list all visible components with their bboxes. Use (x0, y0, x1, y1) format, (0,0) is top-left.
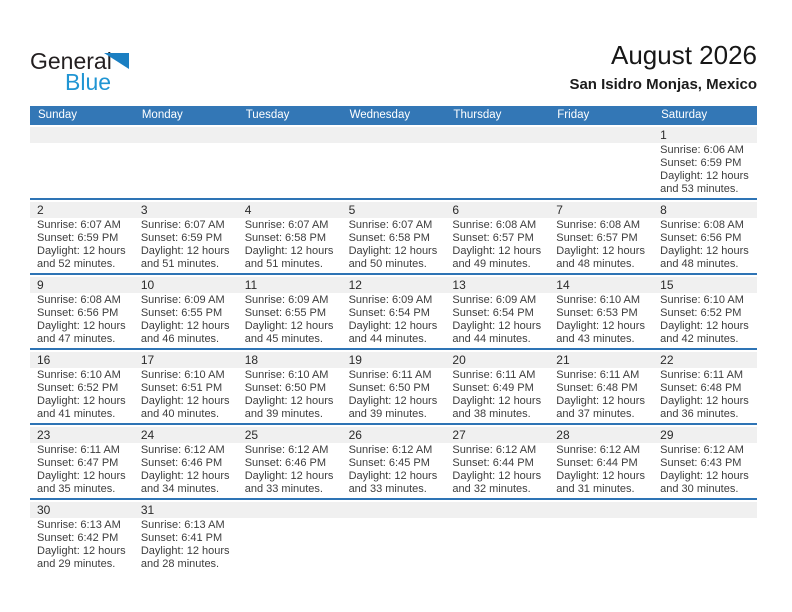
daylight-minutes-text: and 31 minutes. (556, 483, 635, 495)
sunset-text: Sunset: 6:51 PM (140, 382, 223, 394)
day-number-cell (134, 127, 238, 143)
day-number-cell (30, 127, 134, 143)
sunset-text: Sunset: 6:58 PM (348, 232, 430, 244)
day-cell (445, 218, 549, 273)
day-number-cell: 4 (244, 203, 252, 217)
sunrise-text: Sunrise: 6:07 AM (244, 219, 329, 231)
daylight-minutes-text: and 53 minutes. (660, 183, 739, 195)
day-number-cell (238, 127, 342, 143)
sunset-text: Sunset: 6:50 PM (244, 382, 327, 394)
sunrise-text: Sunrise: 6:08 AM (452, 219, 537, 231)
day-number-cell: 9 (37, 278, 44, 292)
day-number-cell: 19 (348, 353, 362, 367)
day-cell (549, 518, 653, 573)
weekday-friday: Friday (557, 109, 590, 121)
daylight-text: Daylight: 12 hours (140, 395, 230, 407)
day-cell (653, 443, 757, 498)
daylight-text: Daylight: 12 hours (556, 320, 645, 332)
sunset-text: Sunset: 6:54 PM (348, 307, 430, 319)
daylight-text: Daylight: 12 hours (37, 320, 126, 332)
sunset-text: Sunset: 6:57 PM (452, 232, 534, 244)
daylight-minutes-text: and 41 minutes. (37, 408, 116, 420)
sunset-text: Sunset: 6:59 PM (140, 232, 223, 244)
day-number-cell: 28 (556, 428, 570, 442)
sunrise-text: Sunrise: 6:10 AM (660, 294, 744, 306)
daylight-minutes-text: and 34 minutes. (140, 483, 220, 495)
daylight-text: Daylight: 12 hours (660, 470, 749, 482)
sunset-text: Sunset: 6:48 PM (556, 382, 638, 394)
day-cell (445, 368, 549, 423)
day-number-cell: 13 (452, 278, 466, 292)
sunrise-text: Sunrise: 6:12 AM (348, 444, 433, 456)
day-cell (30, 218, 134, 273)
day-cell (238, 368, 342, 423)
day-cell (238, 443, 342, 498)
day-details-strip (30, 293, 757, 348)
daylight-minutes-text: and 52 minutes. (37, 258, 116, 270)
day-cell (653, 218, 757, 273)
daylight-text: Daylight: 12 hours (660, 395, 749, 407)
sunrise-text: Sunrise: 6:12 AM (452, 444, 537, 456)
sunrise-text: Sunrise: 6:11 AM (37, 444, 120, 456)
day-number-cell: 31 (140, 503, 155, 517)
daylight-minutes-text: and 28 minutes. (140, 558, 220, 570)
day-number-cell: 3 (140, 203, 148, 217)
day-number-strip (30, 502, 757, 518)
sunrise-text: Sunrise: 6:12 AM (660, 444, 744, 456)
sunset-text: Sunset: 6:47 PM (37, 457, 119, 469)
daylight-minutes-text: and 46 minutes. (140, 333, 220, 345)
sunrise-text: Sunrise: 6:09 AM (140, 294, 225, 306)
day-number-cell (342, 502, 446, 518)
day-cell (30, 518, 134, 573)
daylight-minutes-text: and 40 minutes. (140, 408, 220, 420)
day-cell (238, 518, 342, 573)
day-cell (342, 443, 446, 498)
sunset-text: Sunset: 6:42 PM (37, 532, 119, 544)
day-number-cell: 24 (140, 428, 155, 442)
daylight-text: Daylight: 12 hours (452, 320, 542, 332)
daylight-text: Daylight: 12 hours (140, 545, 230, 557)
day-cell (653, 518, 757, 573)
location-subtitle: San Isidro Monjas, Mexico (569, 76, 757, 93)
sunset-text: Sunset: 6:57 PM (556, 232, 638, 244)
sunset-text: Sunset: 6:44 PM (452, 457, 534, 469)
week-row (30, 423, 757, 498)
week-row (30, 498, 757, 573)
daylight-text: Daylight: 12 hours (348, 470, 438, 482)
sunrise-text: Sunrise: 6:12 AM (556, 444, 641, 456)
sunset-text: Sunset: 6:55 PM (140, 307, 223, 319)
daylight-text: Daylight: 12 hours (140, 470, 230, 482)
daylight-text: Daylight: 12 hours (556, 245, 645, 257)
day-cell (549, 143, 653, 198)
daylight-text: Daylight: 12 hours (556, 395, 645, 407)
sunset-text: Sunset: 6:46 PM (244, 457, 327, 469)
week-row (30, 273, 757, 348)
day-number-cell: 25 (244, 428, 259, 442)
daylight-minutes-text: and 29 minutes. (37, 558, 116, 570)
daylight-minutes-text: and 30 minutes. (660, 483, 739, 495)
day-cell (549, 368, 653, 423)
day-number-cell: 17 (140, 353, 155, 367)
sunset-text: Sunset: 6:45 PM (348, 457, 430, 469)
daylight-minutes-text: and 42 minutes. (660, 333, 739, 345)
day-details-strip (30, 368, 757, 423)
daylight-minutes-text: and 39 minutes. (348, 408, 427, 420)
sunset-text: Sunset: 6:55 PM (244, 307, 327, 319)
sunrise-text: Sunrise: 6:08 AM (660, 219, 744, 231)
day-number-cell: 20 (452, 353, 466, 367)
day-cell (653, 143, 757, 198)
day-number-cell: 1 (660, 128, 667, 142)
weekday-tuesday: Tuesday (245, 109, 290, 121)
sunset-text: Sunset: 6:50 PM (348, 382, 430, 394)
daylight-minutes-text: and 48 minutes. (660, 258, 739, 270)
day-number-cell: 12 (348, 278, 362, 292)
day-cell (238, 218, 342, 273)
day-cell (134, 368, 238, 423)
daylight-text: Daylight: 12 hours (348, 320, 438, 332)
day-cell (653, 368, 757, 423)
day-cell (134, 143, 238, 198)
sunrise-text: Sunrise: 6:06 AM (660, 144, 744, 156)
day-details-strip (30, 218, 757, 273)
daylight-minutes-text: and 32 minutes. (452, 483, 531, 495)
day-cell (134, 443, 238, 498)
daylight-text: Daylight: 12 hours (452, 245, 542, 257)
daylight-text: Daylight: 12 hours (660, 170, 749, 182)
sunset-text: Sunset: 6:43 PM (660, 457, 742, 469)
sunset-text: Sunset: 6:58 PM (244, 232, 327, 244)
sunset-text: Sunset: 6:56 PM (37, 307, 119, 319)
sunrise-text: Sunrise: 6:10 AM (37, 369, 121, 381)
day-details-strip (30, 143, 757, 198)
day-number-cell: 29 (660, 428, 674, 442)
day-number-cell (653, 502, 757, 518)
day-number-cell (238, 502, 342, 518)
sunrise-text: Sunrise: 6:10 AM (140, 369, 225, 381)
sunset-text: Sunset: 6:52 PM (660, 307, 742, 319)
daylight-text: Daylight: 12 hours (660, 245, 749, 257)
day-number-cell: 2 (37, 203, 44, 217)
flag-triangle-icon (104, 53, 129, 69)
day-number-cell (445, 502, 549, 518)
logo-text-general: General (30, 48, 112, 74)
sunset-text: Sunset: 6:52 PM (37, 382, 119, 394)
daylight-minutes-text: and 51 minutes. (140, 258, 220, 270)
day-cell (134, 218, 238, 273)
day-cell (549, 443, 653, 498)
day-number-cell: 22 (660, 353, 674, 367)
sunset-text: Sunset: 6:44 PM (556, 457, 638, 469)
sunrise-text: Sunrise: 6:07 AM (37, 219, 121, 231)
daylight-minutes-text: and 50 minutes. (348, 258, 427, 270)
day-cell (134, 518, 238, 573)
day-number-cell (549, 502, 653, 518)
daylight-minutes-text: and 35 minutes. (37, 483, 116, 495)
daylight-text: Daylight: 12 hours (660, 320, 749, 332)
sunrise-text: Sunrise: 6:09 AM (348, 294, 433, 306)
daylight-minutes-text: and 44 minutes. (348, 333, 427, 345)
sunrise-text: Sunrise: 6:13 AM (37, 519, 121, 531)
sunrise-text: Sunrise: 6:12 AM (244, 444, 329, 456)
daylight-text: Daylight: 12 hours (37, 395, 126, 407)
day-details-strip (30, 518, 757, 573)
day-cell (549, 293, 653, 348)
daylight-minutes-text: and 33 minutes. (244, 483, 323, 495)
day-number-cell: 27 (452, 428, 466, 442)
daylight-text: Daylight: 12 hours (348, 395, 438, 407)
daylight-minutes-text: and 49 minutes. (452, 258, 531, 270)
daylight-text: Daylight: 12 hours (244, 245, 334, 257)
day-number-cell (549, 127, 653, 143)
day-number-cell: 8 (660, 203, 667, 217)
daylight-minutes-text: and 36 minutes. (660, 408, 739, 420)
sunrise-text: Sunrise: 6:11 AM (556, 369, 640, 381)
day-number-strip (30, 427, 757, 443)
daylight-minutes-text: and 45 minutes. (244, 333, 323, 345)
day-number-cell: 21 (556, 353, 570, 367)
sunrise-text: Sunrise: 6:11 AM (452, 369, 536, 381)
daylight-text: Daylight: 12 hours (348, 245, 438, 257)
day-number-cell: 18 (244, 353, 259, 367)
day-cell (342, 293, 446, 348)
daylight-text: Daylight: 12 hours (140, 320, 230, 332)
day-number-cell: 10 (140, 278, 155, 292)
day-number-cell: 14 (556, 278, 570, 292)
day-cell (30, 293, 134, 348)
day-number-cell (445, 127, 549, 143)
daylight-minutes-text: and 37 minutes. (556, 408, 635, 420)
weekday-header-row (30, 106, 757, 125)
day-number-strip (30, 127, 757, 143)
sunrise-text: Sunrise: 6:10 AM (556, 294, 641, 306)
sunrise-text: Sunrise: 6:11 AM (660, 369, 744, 381)
weekday-saturday: Saturday (661, 109, 708, 121)
day-number-strip (30, 352, 757, 368)
daylight-minutes-text: and 43 minutes. (556, 333, 635, 345)
day-cell (445, 443, 549, 498)
sunrise-text: Sunrise: 6:09 AM (244, 294, 329, 306)
daylight-text: Daylight: 12 hours (140, 245, 230, 257)
day-number-cell: 11 (244, 278, 258, 292)
daylight-minutes-text: and 39 minutes. (244, 408, 323, 420)
sunset-text: Sunset: 6:53 PM (556, 307, 638, 319)
daylight-text: Daylight: 12 hours (244, 320, 334, 332)
sunset-text: Sunset: 6:54 PM (452, 307, 534, 319)
day-cell (653, 293, 757, 348)
daylight-minutes-text: and 48 minutes. (556, 258, 635, 270)
general-blue-logo (30, 48, 140, 96)
weekday-sunday: Sunday (38, 109, 78, 121)
week-row (30, 127, 757, 198)
day-cell (30, 443, 134, 498)
month-calendar (30, 106, 757, 573)
day-cell (549, 218, 653, 273)
daylight-text: Daylight: 12 hours (37, 245, 126, 257)
day-cell (342, 368, 446, 423)
daylight-minutes-text: and 38 minutes. (452, 408, 531, 420)
sunset-text: Sunset: 6:59 PM (660, 157, 742, 169)
sunrise-text: Sunrise: 6:11 AM (348, 369, 432, 381)
sunrise-text: Sunrise: 6:10 AM (244, 369, 329, 381)
daylight-text: Daylight: 12 hours (452, 470, 542, 482)
sunset-text: Sunset: 6:56 PM (660, 232, 742, 244)
daylight-minutes-text: and 51 minutes. (244, 258, 323, 270)
day-cell (445, 143, 549, 198)
week-row (30, 348, 757, 423)
sunset-text: Sunset: 6:59 PM (37, 232, 119, 244)
day-cell (342, 218, 446, 273)
daylight-minutes-text: and 44 minutes. (452, 333, 531, 345)
day-cell (342, 518, 446, 573)
week-row (30, 198, 757, 273)
day-cell (238, 143, 342, 198)
day-number-cell: 30 (37, 503, 51, 517)
day-cell (445, 518, 549, 573)
day-number-cell: 26 (348, 428, 362, 442)
weeks-container (30, 127, 757, 573)
daylight-text: Daylight: 12 hours (37, 545, 126, 557)
daylight-text: Daylight: 12 hours (37, 470, 126, 482)
sunrise-text: Sunrise: 6:13 AM (140, 519, 225, 531)
day-details-strip (30, 443, 757, 498)
day-number-cell: 15 (660, 278, 674, 292)
sunrise-text: Sunrise: 6:07 AM (140, 219, 225, 231)
day-number-cell: 7 (556, 203, 563, 217)
sunset-text: Sunset: 6:48 PM (660, 382, 742, 394)
sunrise-text: Sunrise: 6:07 AM (348, 219, 433, 231)
daylight-minutes-text: and 33 minutes. (348, 483, 427, 495)
sunrise-text: Sunrise: 6:08 AM (37, 294, 121, 306)
sunset-text: Sunset: 6:49 PM (452, 382, 534, 394)
day-number-cell: 23 (37, 428, 51, 442)
weekday-thursday: Thursday (453, 109, 502, 121)
day-cell (30, 143, 134, 198)
sunset-text: Sunset: 6:46 PM (140, 457, 223, 469)
daylight-text: Daylight: 12 hours (244, 395, 334, 407)
day-number-strip (30, 202, 757, 218)
sunrise-text: Sunrise: 6:12 AM (140, 444, 225, 456)
logo-text-blue: Blue (65, 69, 112, 95)
day-cell (445, 293, 549, 348)
day-cell (342, 143, 446, 198)
daylight-text: Daylight: 12 hours (556, 470, 645, 482)
daylight-text: Daylight: 12 hours (452, 395, 542, 407)
sunset-text: Sunset: 6:41 PM (140, 532, 223, 544)
daylight-text: Daylight: 12 hours (244, 470, 334, 482)
day-cell (30, 368, 134, 423)
day-cell (134, 293, 238, 348)
day-number-strip (30, 277, 757, 293)
day-number-cell (342, 127, 446, 143)
weekday-monday: Monday (141, 109, 183, 121)
sunrise-text: Sunrise: 6:08 AM (556, 219, 641, 231)
day-number-cell: 6 (452, 203, 460, 217)
page-title: August 2026 (610, 40, 757, 70)
daylight-minutes-text: and 47 minutes. (37, 333, 116, 345)
weekday-wednesday: Wednesday (349, 109, 411, 121)
day-number-cell: 5 (348, 203, 356, 217)
day-cell (238, 293, 342, 348)
sunrise-text: Sunrise: 6:09 AM (452, 294, 537, 306)
day-number-cell: 16 (37, 353, 51, 367)
